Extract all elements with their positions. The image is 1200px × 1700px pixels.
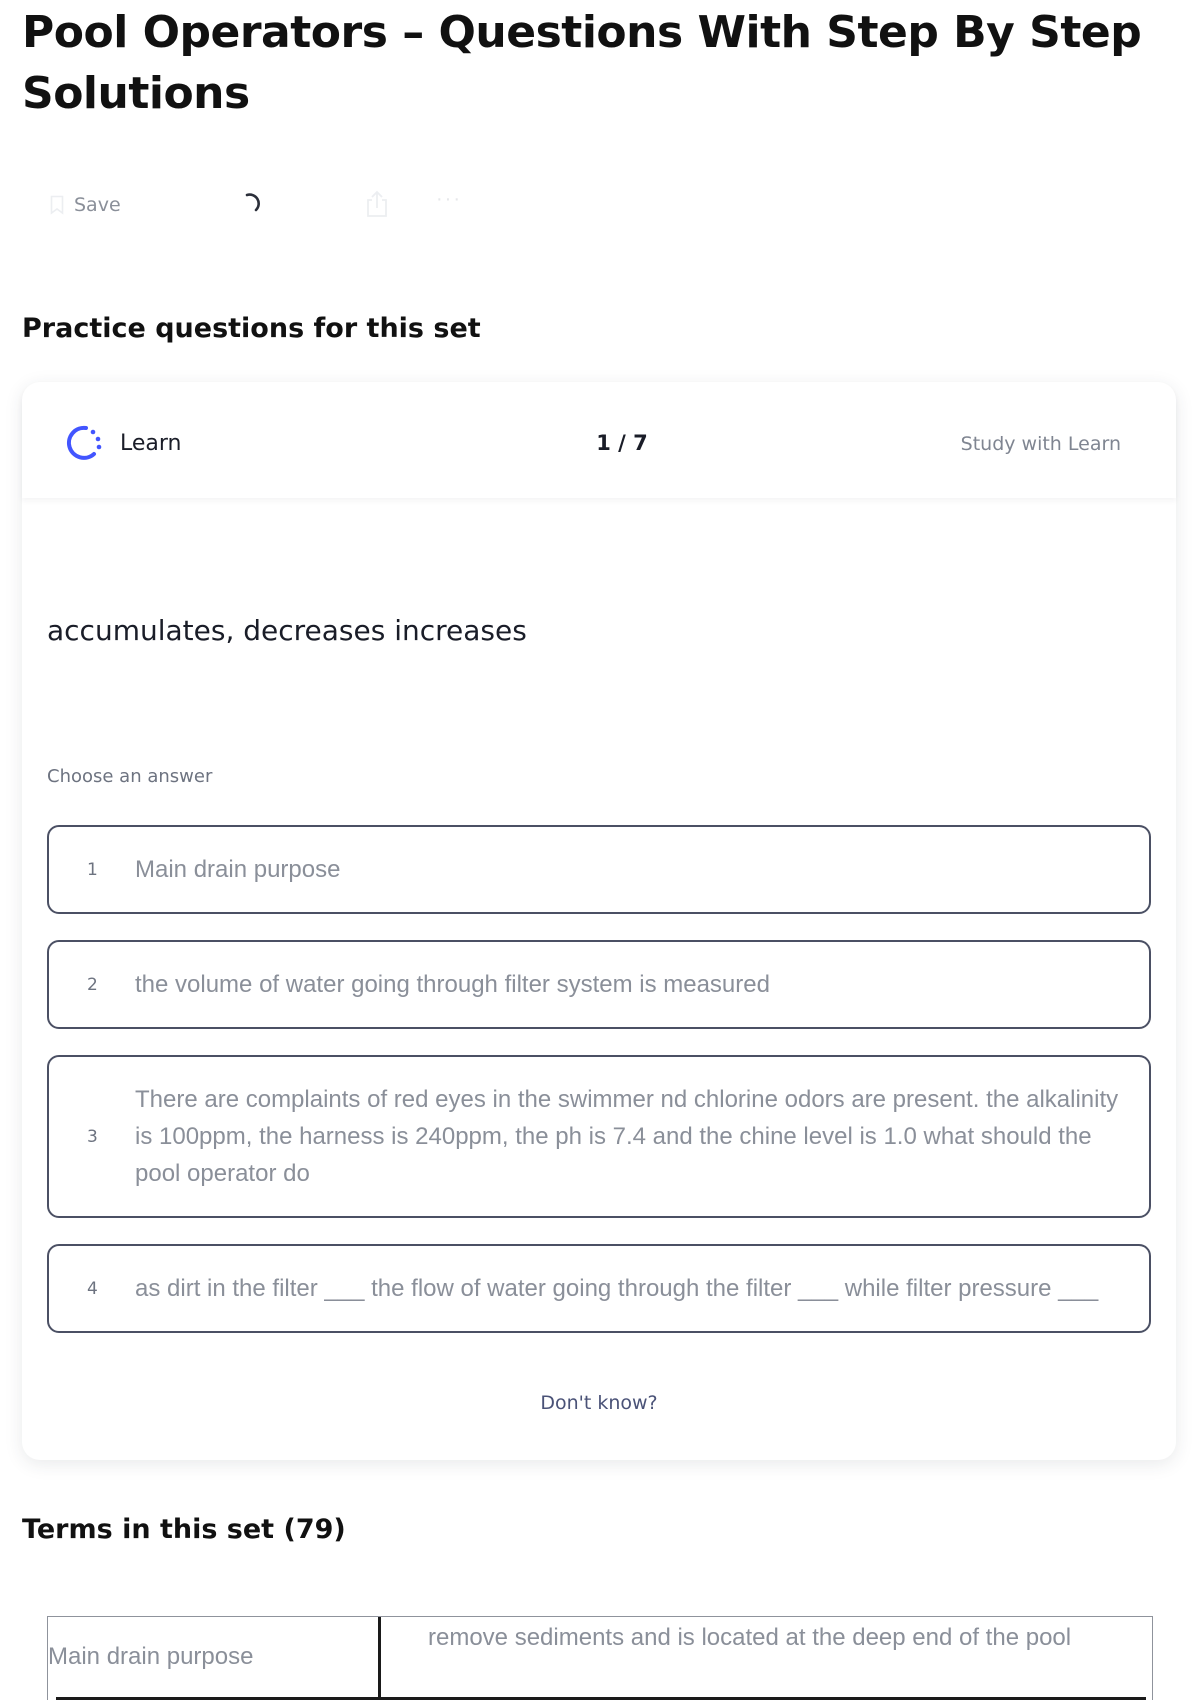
practice-heading: Practice questions for this set [22, 313, 481, 344]
page-title: Pool Operators – Questions With Step By Step Solutions [22, 7, 1142, 119]
set-toolbar [50, 188, 510, 224]
bookmark-icon [50, 195, 64, 215]
term-word: Main drain purpose [48, 1643, 254, 1670]
answer-option-number: 2 [87, 974, 98, 995]
answer-option-text: the volume of water going through filter system is measured [135, 971, 770, 998]
answer-option-text: Main drain purpose [135, 856, 341, 883]
term-definition: remove sediments and is located at the deep end of the pool [428, 1624, 1072, 1651]
save-label: Save [74, 194, 121, 216]
answer-option-3[interactable] [47, 1055, 1151, 1218]
learn-mode-icon [62, 422, 104, 464]
study-with-learn-link[interactable]: Study with Learn [960, 433, 1121, 455]
answer-option-1[interactable] [47, 825, 1151, 914]
terms-table [47, 1616, 1153, 1700]
answer-option-4[interactable] [47, 1244, 1151, 1333]
save-button[interactable] [50, 194, 121, 216]
question-prompt: accumulates, decreases increases [47, 614, 527, 647]
question-progress: 1 / 7 [596, 431, 648, 455]
answer-option-number: 1 [87, 859, 98, 880]
learn-mode-button[interactable] [62, 422, 182, 464]
learn-mode-label: Learn [120, 430, 182, 456]
term-row [48, 1617, 1152, 1700]
terms-heading: Terms in this set (79) [22, 1514, 346, 1545]
practice-card-header [22, 382, 1176, 498]
practice-card [22, 382, 1176, 1460]
choose-answer-label: Choose an answer [47, 766, 213, 787]
loading-spinner-icon [240, 190, 266, 216]
dont-know-button[interactable]: Don't know? [540, 1392, 658, 1414]
answer-option-number: 4 [87, 1278, 98, 1299]
answer-option-2[interactable] [47, 940, 1151, 1029]
answer-option-number: 3 [87, 1126, 98, 1147]
share-icon[interactable] [364, 190, 390, 218]
answer-option-text: as dirt in the filter ___ the flow of water going through the filter ___ while filter pressure ___ [135, 1275, 1099, 1302]
more-options-icon[interactable]: ··· [436, 188, 462, 210]
answer-option-text: There are complaints of red eyes in the swimmer nd chlorine odors are present. the alkalinity is 100ppm, the harness is 240ppm, the ph is 7.4 and the chine level is 1.0 what should the pool operator do [135, 1086, 1119, 1187]
term-divider [378, 1617, 381, 1697]
